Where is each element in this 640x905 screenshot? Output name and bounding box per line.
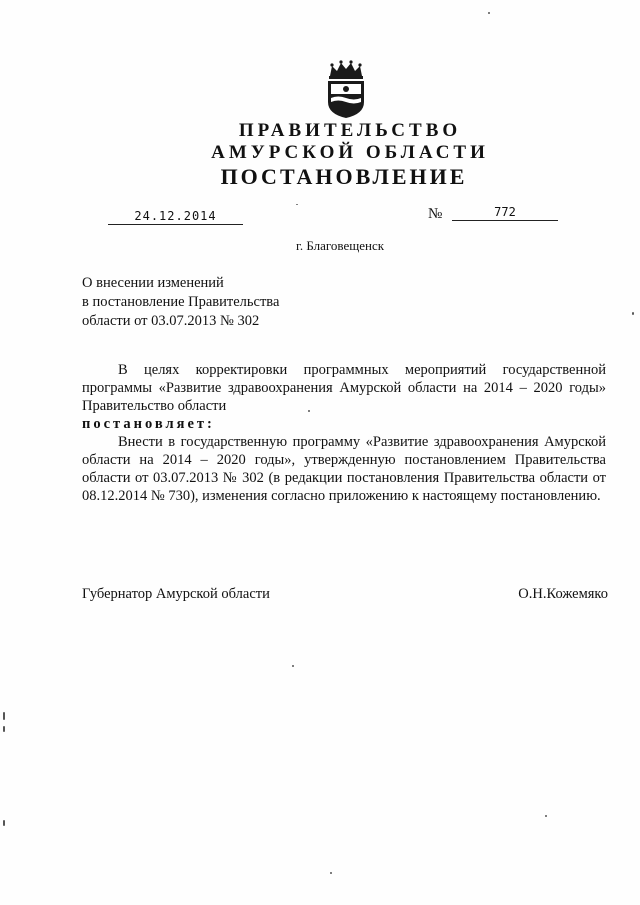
resolution-paragraph: Внести в государственную программу «Развитие здравоохранения Амурской области на 2014 – 2020 годы», утвержденную постановлением Правительства области от 03.07.2013 № 302 (в редакции постановления Правительства области от 08.12.2014 № 730), изменения согласно приложению к настоящему постановлению. [82,434,606,504]
organization-name-line-2: АМУРСКОЙ ОБЛАСТИ [211,142,489,163]
document-body [82,361,606,505]
scan-speck [330,872,332,874]
scan-speck [296,204,298,205]
document-date: 24.12.2014 [108,208,243,225]
document-type-title: ПОСТАНОВЛЕНИЕ [220,164,468,189]
scan-speck [632,312,634,315]
signatory-title: Губернатор Амурской области [82,586,270,602]
preamble-paragraph: В целях корректировки программных мероприятий государственной программы «Развитие здравоохранения Амурской области на 2014 – 2020 годы» Правительство области [82,362,606,414]
coat-of-arms-icon [316,60,376,120]
signatory-name: О.Н.Кожемяко [518,586,608,602]
organization-name-line-1: ПРАВИТЕЛЬСТВО [238,120,462,141]
scan-speck [3,820,5,826]
subject-line-1: О внесении изменений [82,275,224,291]
scan-speck [3,726,5,732]
number-sign: № [428,206,443,222]
scan-speck [3,712,5,720]
scan-speck [308,410,310,412]
subject-line-3: области от 03.07.2013 № 302 [82,313,260,329]
scan-speck [488,12,490,14]
document-number: 772 [452,204,558,221]
scan-speck [292,665,294,667]
resolves-heading: постановляет: [82,416,215,432]
subject-line-2: в постановление Правительства [82,294,280,310]
scan-speck [545,815,547,817]
document-subject [82,274,279,331]
city-name: г. Благовещенск [296,238,385,253]
